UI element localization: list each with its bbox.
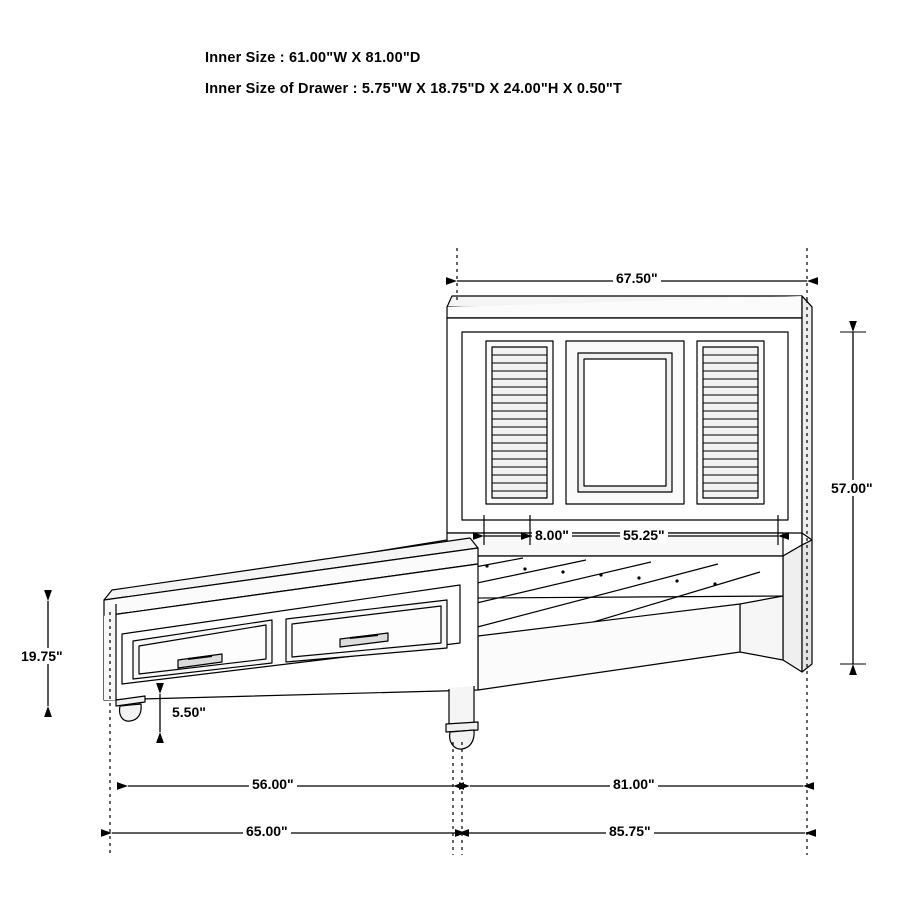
- dimension-label-headboard-height: 57.00": [828, 480, 876, 496]
- dimension-label-foot-clearance: 5.50": [169, 704, 209, 720]
- dimension-label-footboard-width: 56.00": [249, 776, 297, 792]
- dimension-label-bed-depth: 81.00": [610, 776, 658, 792]
- dimension-label-headboard-width: 67.50": [613, 270, 661, 286]
- inner-size-drawer-text: Inner Size of Drawer : 5.75"W X 18.75"D X 24.00"H X 0.50"T: [205, 81, 623, 97]
- dimension-label-footboard-height: 19.75": [18, 648, 66, 664]
- dimension-label-rail-length: 55.25": [620, 527, 668, 543]
- dimension-label-overall-depth: 85.75": [606, 823, 654, 839]
- dimension-label-overall-width: 65.00": [243, 823, 291, 839]
- inner-size-text: Inner Size : 61.00"W X 81.00"D: [205, 50, 421, 66]
- dimension-label-rail-inset: 8.00": [532, 527, 572, 543]
